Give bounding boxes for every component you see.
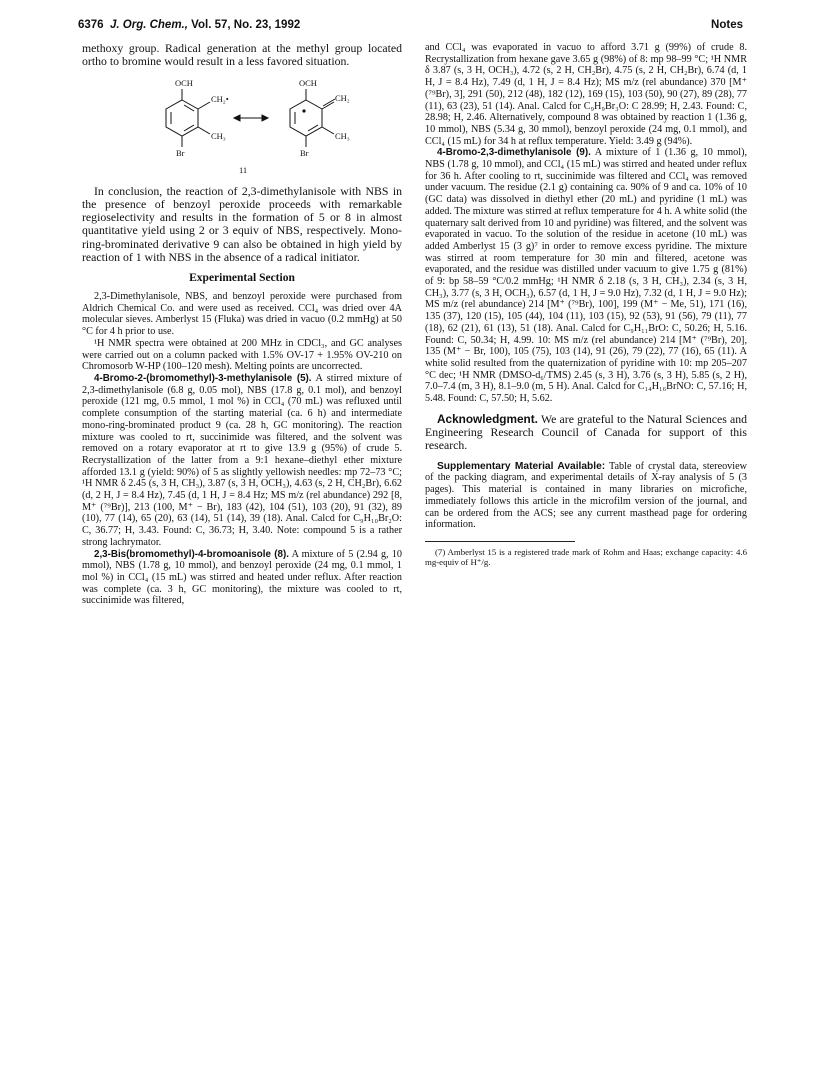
compound-5-paragraph xyxy=(82,373,402,549)
experimental-instruments-paragraph: ¹H NMR spectra were obtained at 200 MHz in CDCl₃, and GC analyses were carried out on a column packed with 1.5% OV-17 + 1.95% OV-210 on Chromosorb W-HP (100–120 mesh). Melting points are uncorrected. xyxy=(82,337,402,373)
compound-9-title: 4-Bromo-2,3-dimethylanisole (9). xyxy=(437,147,591,159)
journal-name: J. Org. Chem., xyxy=(109,19,188,31)
scheme-compound-number: 11 xyxy=(239,164,248,175)
compound-8-continuation: and CCl₄ was evaporated in vacuo to afford 3.71 g (99%) of crude 8. Recrystallization from hexane gave 3.65 g (98%) of 8: mp 98–99 °C; ¹H NMR δ 3.87 (s, 3 H, OCH₃), 4.72 (s, 2 H, CH₂Br), 4.75 (s, 2 H, CH₂Br), 6.74 (d, 1 H, J = 8.4 Hz), 7.49 (d, 1 H, J = 8.4 Hz); MS m/z (rel abundance) 370 [M⁺ (⁷⁹Br), 3], 291 (50), 212 (48), 182 (12), 169 (15), 103 (50), 90 (27), 89 (28), 77 (11), 63 (23), 51 (14). Anal. Calcd for C₉H₉Br₃O: C 28.99; H, 2.43. Found: C, 28.98; H, 2.46. Alternatively, compound 8 was obtained by reaction 1 (1.36 g, 10 mmol), NBS (5.34 g, 30 mmol), benzoyl peroxide (24 mg, 0.1 mmol), and CCl₄ (15 mL) for 34 h at reflux temperature. Yield: 3.49 g (94%). xyxy=(425,42,748,147)
acknowledgment-text: We are grateful to the Natural Sciences and Engineering Research Council of Canada for support of this research. xyxy=(425,411,747,453)
acknowledgment-title: Acknowledgment. xyxy=(437,411,538,426)
compound-5-text: A stirred mixture of 2,3-dimethylanisole (6.8 g, 0.05 mol), NBS (17.8 g, 0.1 mol), and benzoyl peroxide (121 mg, 0.5 mmol, 1 mol %) in CCl₄ (70 mL) was refluxed until complete consumption of the starting material (ca. 6 h) and intermediate mono-ring-brominated product 9 (ca. 28 h, GC monitoring). The reaction mixture was cooled to rt, succinimide was filtered, and the solvent was removed on a rotary evaporator at rt to give 13.9 g (95%) of crude 5. Recrystallization of the latter from a 9:1 hexane–diethyl ether mixture afforded 13.1 g (yield: 90%) of 5 as slightly yellowish needles: mp 72–73 °C; ¹H NMR δ 2.45 (s, 3 H, CH₃), 3.87 (s, 3 H, OCH₃), 4.63 (s, 2 H, CH₂Br), 6.62 (d, 2 H, J = 8.4 Hz), 7.45 (d, 1 H, J = 8.4 Hz; MS m/z (rel abundance) 292 [8, M⁺ (⁷⁹Br)], 213 (100, M⁺ − Br), 183 (42), 104 (51), 103 (20), 91 (32), 89 (10), 77 (14), 65 (20), 63 (14), 51 (14), 39 (18). Anal. Calcd for C₉H₁₀Br₂O: C, 36.77; H, 3.43. Found: C, 36.73; H, 3.40. Note: compound 5 is a rather strong lachrymator. xyxy=(82,373,403,548)
compound-5-title: 4-Bromo-2-(bromomethyl)-3-methylanisole (5). xyxy=(94,373,312,384)
right-ch3-label: CH₃ xyxy=(335,130,350,141)
compound-8-paragraph xyxy=(82,549,402,608)
journal-volume: Vol. 57, No. 23, 1992 xyxy=(191,19,301,31)
header-citation xyxy=(78,19,300,31)
right-br-label: Br xyxy=(300,147,309,158)
right-column xyxy=(425,42,747,568)
intro-paragraph: methoxy group. Radical generation at the methyl group located ortho to bromine would result in a less favored situation. xyxy=(82,41,402,69)
experimental-section-heading: Experimental Section xyxy=(189,272,295,285)
supplementary-text: Table of crystal data, stereoview of the packing diagram, and experimental details of X-ray analysis of 5 (3 pages). This material is contained in many libraries on microfiche, immediately follows this article in the microfilm version of the journal, and can be ordered from the ACS; see any current masthead page for ordering information. xyxy=(425,460,747,531)
left-ch3-label: CH₃ xyxy=(211,130,226,141)
supplementary-title: Supplementary Material Available: xyxy=(437,460,606,472)
left-benzene-ring xyxy=(166,89,210,147)
conclusion-paragraph: In conclusion, the reaction of 2,3-dimethylanisole with NBS in the presence of benzoyl peroxide proceeds with remarkable regioselectivity and results in the formation of 5 or 8 in almost quantitative yield using 2 or 3 equiv of NBS, respectively. Mono-ring-brominated derivative 9 can also be obtained in high yield by reaction of 1 with NBS in the absence of a radical initiator. xyxy=(82,183,402,265)
radical-resonance-scheme xyxy=(82,75,402,175)
compound-8-title: 2,3-Bis(bromomethyl)-4-bromoanisole (8). xyxy=(94,548,289,560)
right-benzene-ring xyxy=(290,89,335,147)
footnote-divider xyxy=(425,541,575,542)
compound-9-text: A mixture of 1 (1.36 g, 10 mmol), NBS (1.78 g, 10 mmol), and CCl₄ (15 mL) was stirred and heated under reflux for 36 h. After cooling to rt, succinimide was filtered and CCl₄ was removed under vacuum. The residue (2.1 g) containing ca. 90% of 9 and ca. 10% of 10 (GC data) was dissolved in diethyl ether (20 mL) and pyridine (1 mL) was added. The mixture was stirred at reflux temperature for 4 h. A white solid (the quaternary salt derived from 10 and pyridine) was filtered, and the solvent was evaporated in vacuo. To the solution of the residue in acetone (10 mL) was added Amberlyst 15 (3 g)⁷ in order to remove excess pyridine. The mixture was stirred at room temperature for 30 min and filtered, acetone was evaporated, and the residue was distilled under vacuum to give 1.75 g (81%) of 9: bp 58–59 °C/0.2 mmHg; ¹H NMR δ 2.18 (s, 3 H, CH₃), 2.34 (s, 3 H, CH₃), 3.77 (s, 3 H, OCH₃), 6.57 (d, 1 H, J = 9.0 Hz), 7.32 (d, 1 H, J = 9.0 Hz); MS m/z (rel abundance) 214 [M⁺ (⁷⁹Br), 100], 199 (M⁺ − Me, 51), 171 (16), 135 (37), 120 (15), 105 (44), 104 (11), 103 (15), 92 (53), 91 (56), 79 (11), 77 (18), 62 (21), 61 (13), 51 (18). Anal. Calcd for C₉H₁₁BrO: C, 50.26; H, 5.16. Found: C, 50.34; H, 4.99. 10: MS m/z (rel abundance) 214 [M⁺ (⁷⁹Br), 20], 135 (M⁺ − Br, 100), 105 (75), 103 (14), 91 (26), 79 (22), 77 (16), 65 (11). A white solid resulted from the quaternization of pyridine with 10: mp 205–207 °C dec; ¹H NMR (DMSO-d₆/TMS) 2.45 (s, 3 H), 3.76 (s, 3 H), 5.85 (s, 2 H), 7.0–7.4 (m, 3 H), 8.1–9.0 (m, 5 H). Anal. Calcd for C₁₄H₁₆BrNO: C, 57.16; H, 5.48. Found: C, 57.50; H, 5.62. xyxy=(425,147,748,405)
page-header xyxy=(78,19,743,35)
compound-8-text: A mixture of 5 (2.94 g, 10 mmol), NBS (1.78 g, 10 mmol), and benzoyl peroxide (24 mg, 0.1 mmol, 1 mol %) in CCl₄ (15 mL) was stirred and heated under reflux. After reaction was complete (ca. 3 h, GC monitoring), the mixture was cooled to rt, succinimide was filtered, xyxy=(82,548,402,607)
right-ch2-label: CH₂ xyxy=(335,92,350,103)
section-name: Notes xyxy=(711,19,743,31)
acknowledgment-paragraph xyxy=(425,413,747,453)
compound-9-paragraph xyxy=(425,147,747,404)
page-number: 6376 xyxy=(78,19,104,31)
left-column xyxy=(82,42,402,607)
scheme-structures xyxy=(82,75,402,175)
left-br-label: Br xyxy=(176,147,185,158)
footnote-7: (7) Amberlyst 15 is a registered trade mark of Rohm and Haas; exchange capacity: 4.6 mg-equiv of H⁺/g. xyxy=(425,546,747,568)
left-och3-label: OCH xyxy=(175,77,193,88)
radical-dot xyxy=(302,109,305,112)
left-ch2-radical-label: CH₂• xyxy=(211,93,229,104)
supplementary-paragraph xyxy=(425,461,747,531)
resonance-arrow xyxy=(234,115,268,121)
right-och3-label: OCH xyxy=(299,77,317,88)
experimental-materials-paragraph: 2,3-Dimethylanisole, NBS, and benzoyl peroxide were purchased from Aldrich Chemical Co. and were used as received. CCl₄ was dried over 4A molecular sieves. Amberlyst 15 (Fluka) was dried in vacuo (0.2 mmHg) at 50 °C for 4 h prior to use. xyxy=(82,291,402,338)
